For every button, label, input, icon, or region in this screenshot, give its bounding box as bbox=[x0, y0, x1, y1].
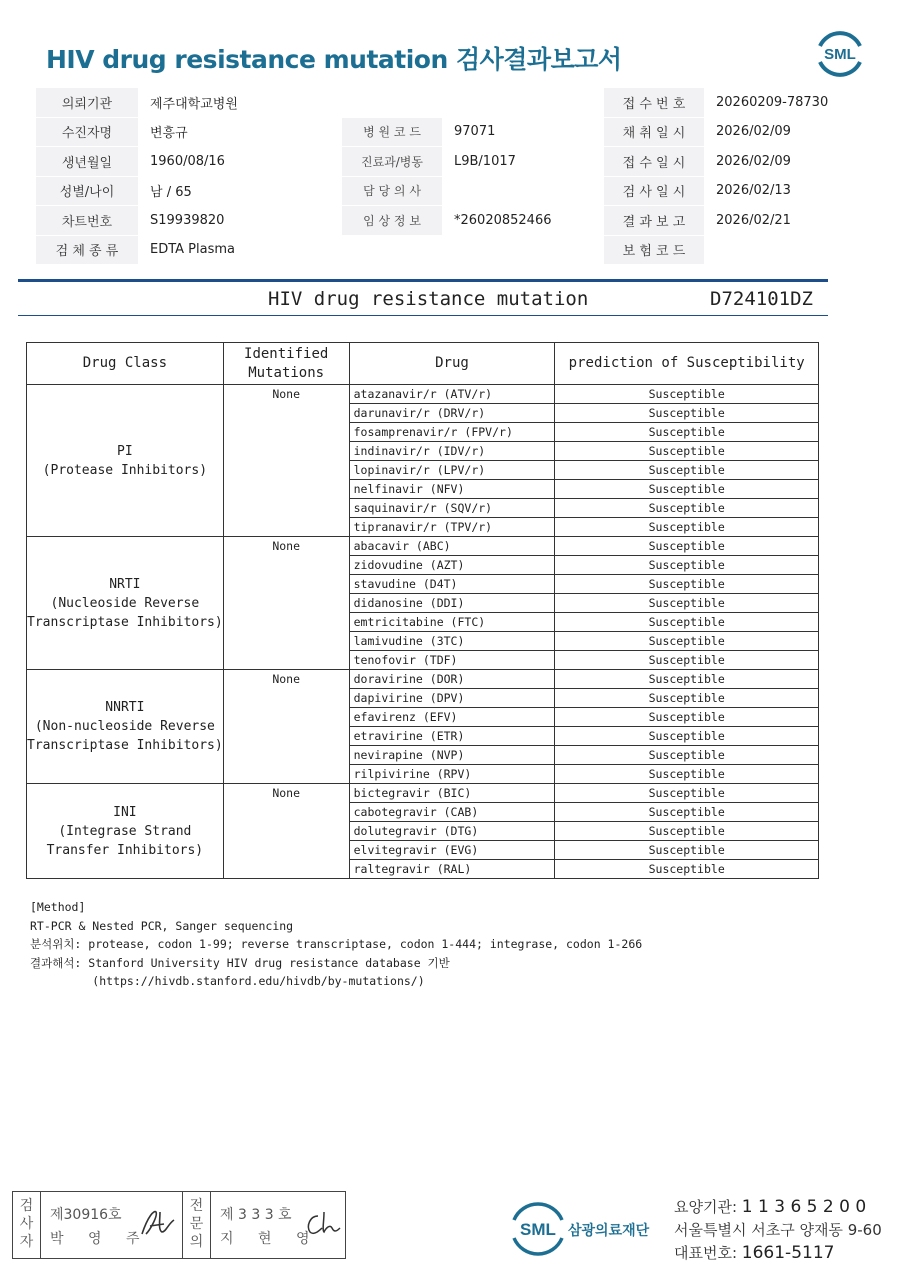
info-value: 남 / 65 bbox=[138, 176, 342, 206]
info-value: 2026/02/09 bbox=[704, 147, 864, 177]
drug-cell: doravirine (DOR) bbox=[349, 670, 555, 689]
drug-cell: dapivirine (DPV) bbox=[349, 689, 555, 708]
info-value: 2026/02/21 bbox=[704, 206, 864, 236]
mutations-cell: None bbox=[223, 537, 349, 670]
method-line: (https://hivdb.stanford.edu/hivdb/by-mutations/) bbox=[30, 974, 425, 988]
drug-class-cell bbox=[27, 537, 224, 670]
svg-text:SML: SML bbox=[520, 1220, 556, 1239]
info-label: 검 사 일 시 bbox=[604, 176, 704, 206]
drug-cell: raltegravir (RAL) bbox=[349, 860, 555, 879]
susceptibility-cell: Susceptible bbox=[555, 385, 819, 404]
info-value: 1960/08/16 bbox=[138, 147, 342, 177]
method-line: 분석위치: protease, codon 1-99; reverse transcriptase, codon 1-444; integrase, codon 1-266 bbox=[30, 937, 643, 951]
info-value bbox=[442, 176, 604, 206]
info-row bbox=[36, 117, 864, 147]
info-value: EDTA Plasma bbox=[138, 235, 342, 265]
drug-cell: saquinavir/r (SQV/r) bbox=[349, 499, 555, 518]
address-line: 서울특별시 서초구 양재동 9-60 bbox=[674, 1221, 882, 1239]
drug-cell: indinavir/r (IDV/r) bbox=[349, 442, 555, 461]
drug-class-line: PI bbox=[117, 443, 133, 459]
susceptibility-cell: Susceptible bbox=[555, 670, 819, 689]
institution-address-block bbox=[674, 1196, 882, 1265]
drug-cell: tenofovir (TDF) bbox=[349, 651, 555, 670]
info-value: 변흥규 bbox=[138, 117, 342, 147]
susceptibility-cell: Susceptible bbox=[555, 727, 819, 746]
susceptibility-cell: Susceptible bbox=[555, 613, 819, 632]
tester-name: 박 영 주 bbox=[50, 1231, 150, 1247]
result-row bbox=[27, 537, 819, 556]
drug-class-line: Transcriptase Inhibitors) bbox=[27, 614, 223, 630]
results-table bbox=[26, 342, 819, 879]
sml-logo-icon bbox=[812, 28, 868, 78]
header-identified-mutations: Identified Mutations bbox=[223, 343, 349, 385]
susceptibility-cell: Susceptible bbox=[555, 822, 819, 841]
info-label: 결 과 보 고 bbox=[604, 206, 704, 236]
drug-class-line: NNRTI bbox=[105, 700, 145, 715]
susceptibility-cell: Susceptible bbox=[555, 461, 819, 480]
drug-cell: fosamprenavir/r (FPV/r) bbox=[349, 423, 555, 442]
susceptibility-cell: Susceptible bbox=[555, 803, 819, 822]
institution-code-line: 요양기관: 1 1 3 6 5 2 0 0 bbox=[674, 1197, 867, 1217]
result-row bbox=[27, 670, 819, 689]
report-title: HIV drug resistance mutation 검사결과보고서 bbox=[46, 45, 622, 74]
header-susceptibility: prediction of Susceptibility bbox=[555, 343, 819, 385]
drug-cell: stavudine (D4T) bbox=[349, 575, 555, 594]
susceptibility-cell: Susceptible bbox=[555, 556, 819, 575]
drug-class-cell bbox=[27, 784, 224, 879]
method-line: 결과해석: Stanford University HIV drug resistance database 기반 bbox=[30, 955, 450, 970]
result-row bbox=[27, 784, 819, 803]
info-label: 성별/나이 bbox=[36, 176, 138, 206]
phone-line: 대표번호: 1661-5117 bbox=[674, 1243, 835, 1263]
mutations-cell: None bbox=[223, 670, 349, 784]
header-drug-class: Drug Class bbox=[27, 343, 224, 385]
drug-class-cell bbox=[27, 670, 224, 784]
drug-cell: atazanavir/r (ATV/r) bbox=[349, 385, 555, 404]
section-top-rule bbox=[18, 279, 828, 282]
info-value bbox=[442, 88, 604, 117]
tester-license-number: 제30916호 bbox=[50, 1207, 122, 1223]
tester-signature-cell bbox=[42, 1192, 183, 1258]
info-label: 수진자명 bbox=[36, 117, 138, 147]
drug-class-cell bbox=[27, 385, 224, 537]
drug-class-line: (Nucleoside Reverse bbox=[50, 595, 200, 611]
result-row bbox=[27, 385, 819, 404]
info-value bbox=[704, 235, 864, 265]
susceptibility-cell: Susceptible bbox=[555, 404, 819, 423]
drug-cell: bictegravir (BIC) bbox=[349, 784, 555, 803]
drug-class-line: (Non-nucleoside Reverse bbox=[34, 719, 215, 734]
susceptibility-cell: Susceptible bbox=[555, 860, 819, 879]
info-value: S19939820 bbox=[138, 206, 342, 236]
info-value bbox=[442, 235, 604, 265]
mutations-cell: None bbox=[223, 385, 349, 537]
susceptibility-cell: Susceptible bbox=[555, 746, 819, 765]
info-label: 병 원 코 드 bbox=[342, 117, 442, 147]
info-label: 검 체 종 류 bbox=[36, 235, 138, 265]
info-row bbox=[36, 206, 864, 236]
info-label: 임 상 정 보 bbox=[342, 206, 442, 236]
info-label: 채 취 일 시 bbox=[604, 117, 704, 147]
header-drug: Drug bbox=[349, 343, 555, 385]
info-row bbox=[36, 176, 864, 206]
info-label: 생년월일 bbox=[36, 147, 138, 177]
info-row bbox=[36, 147, 864, 177]
test-code: D724101DZ bbox=[710, 288, 813, 310]
patient-info-table bbox=[36, 88, 864, 265]
specialist-label: 전 문 의 bbox=[183, 1192, 211, 1258]
section-bottom-rule bbox=[18, 315, 828, 316]
susceptibility-cell: Susceptible bbox=[555, 575, 819, 594]
info-label: 담 당 의 사 bbox=[342, 176, 442, 206]
drug-cell: efavirenz (EFV) bbox=[349, 708, 555, 727]
method-line: RT-PCR & Nested PCR, Sanger sequencing bbox=[30, 918, 294, 933]
susceptibility-cell: Susceptible bbox=[555, 784, 819, 803]
drug-cell: rilpivirine (RPV) bbox=[349, 765, 555, 784]
results-header-row bbox=[27, 343, 819, 385]
info-label: 접 수 일 시 bbox=[604, 147, 704, 177]
info-value: 2026/02/13 bbox=[704, 176, 864, 206]
info-label: 보 험 코 드 bbox=[604, 235, 704, 265]
drug-cell: zidovudine (AZT) bbox=[349, 556, 555, 575]
info-row bbox=[36, 235, 864, 265]
drug-class-line: Transcriptase Inhibitors) bbox=[27, 738, 223, 753]
info-label bbox=[342, 235, 442, 265]
info-label: 접 수 번 호 bbox=[604, 88, 704, 117]
svg-text:삼광의료재단: 삼광의료재단 bbox=[568, 1223, 650, 1239]
susceptibility-cell: Susceptible bbox=[555, 651, 819, 670]
info-label: 진료과/병동 bbox=[342, 147, 442, 177]
susceptibility-cell: Susceptible bbox=[555, 537, 819, 556]
method-heading: [Method] bbox=[30, 900, 86, 914]
drug-cell: cabotegravir (CAB) bbox=[349, 803, 555, 822]
drug-cell: etravirine (ETR) bbox=[349, 727, 555, 746]
section-title: HIV drug resistance mutation bbox=[268, 288, 589, 310]
drug-cell: didanosine (DDI) bbox=[349, 594, 555, 613]
tester-label: 검 사 자 bbox=[13, 1192, 41, 1258]
info-value: *26020852466 bbox=[442, 206, 604, 236]
susceptibility-cell: Susceptible bbox=[555, 518, 819, 537]
info-row bbox=[36, 88, 864, 117]
susceptibility-cell: Susceptible bbox=[555, 480, 819, 499]
specialist-license-number: 제 3 3 3 호 bbox=[220, 1207, 292, 1223]
specialist-name: 지 현 영 bbox=[220, 1231, 320, 1247]
info-value: 97071 bbox=[442, 117, 604, 147]
tester-signature-image bbox=[138, 1206, 178, 1240]
drug-cell: dolutegravir (DTG) bbox=[349, 822, 555, 841]
drug-cell: abacavir (ABC) bbox=[349, 537, 555, 556]
specialist-signature-image bbox=[302, 1208, 342, 1238]
susceptibility-cell: Susceptible bbox=[555, 423, 819, 442]
signature-box bbox=[12, 1191, 346, 1259]
mutations-cell: None bbox=[223, 784, 349, 879]
drug-cell: emtricitabine (FTC) bbox=[349, 613, 555, 632]
drug-class-line: NRTI bbox=[109, 576, 141, 592]
info-value: 2026/02/09 bbox=[704, 117, 864, 147]
susceptibility-cell: Susceptible bbox=[555, 632, 819, 651]
info-label bbox=[342, 88, 442, 117]
info-value: 제주대학교병원 bbox=[138, 88, 342, 117]
drug-class-line: (Integrase Strand bbox=[58, 823, 192, 839]
info-value: 20260209-78730 bbox=[704, 88, 864, 117]
susceptibility-cell: Susceptible bbox=[555, 708, 819, 727]
susceptibility-cell: Susceptible bbox=[555, 442, 819, 461]
drug-class-line: Transfer Inhibitors) bbox=[46, 842, 204, 858]
info-label: 의뢰기관 bbox=[36, 88, 138, 117]
susceptibility-cell: Susceptible bbox=[555, 765, 819, 784]
info-value: L9B/1017 bbox=[442, 147, 604, 177]
specialist-signature-cell bbox=[212, 1192, 344, 1258]
method-section bbox=[30, 898, 642, 991]
susceptibility-cell: Susceptible bbox=[555, 499, 819, 518]
susceptibility-cell: Susceptible bbox=[555, 594, 819, 613]
drug-cell: lamivudine (3TC) bbox=[349, 632, 555, 651]
drug-cell: nevirapine (NVP) bbox=[349, 746, 555, 765]
sml-foundation-logo bbox=[510, 1200, 670, 1256]
drug-cell: tipranavir/r (TPV/r) bbox=[349, 518, 555, 537]
info-label: 차트번호 bbox=[36, 206, 138, 236]
drug-cell: nelfinavir (NFV) bbox=[349, 480, 555, 499]
drug-cell: darunavir/r (DRV/r) bbox=[349, 404, 555, 423]
drug-cell: lopinavir/r (LPV/r) bbox=[349, 461, 555, 480]
svg-text:SML: SML bbox=[824, 46, 856, 63]
drug-cell: elvitegravir (EVG) bbox=[349, 841, 555, 860]
susceptibility-cell: Susceptible bbox=[555, 689, 819, 708]
susceptibility-cell: Susceptible bbox=[555, 841, 819, 860]
drug-class-line: INI bbox=[113, 804, 137, 820]
drug-class-line: (Protease Inhibitors) bbox=[42, 462, 208, 478]
